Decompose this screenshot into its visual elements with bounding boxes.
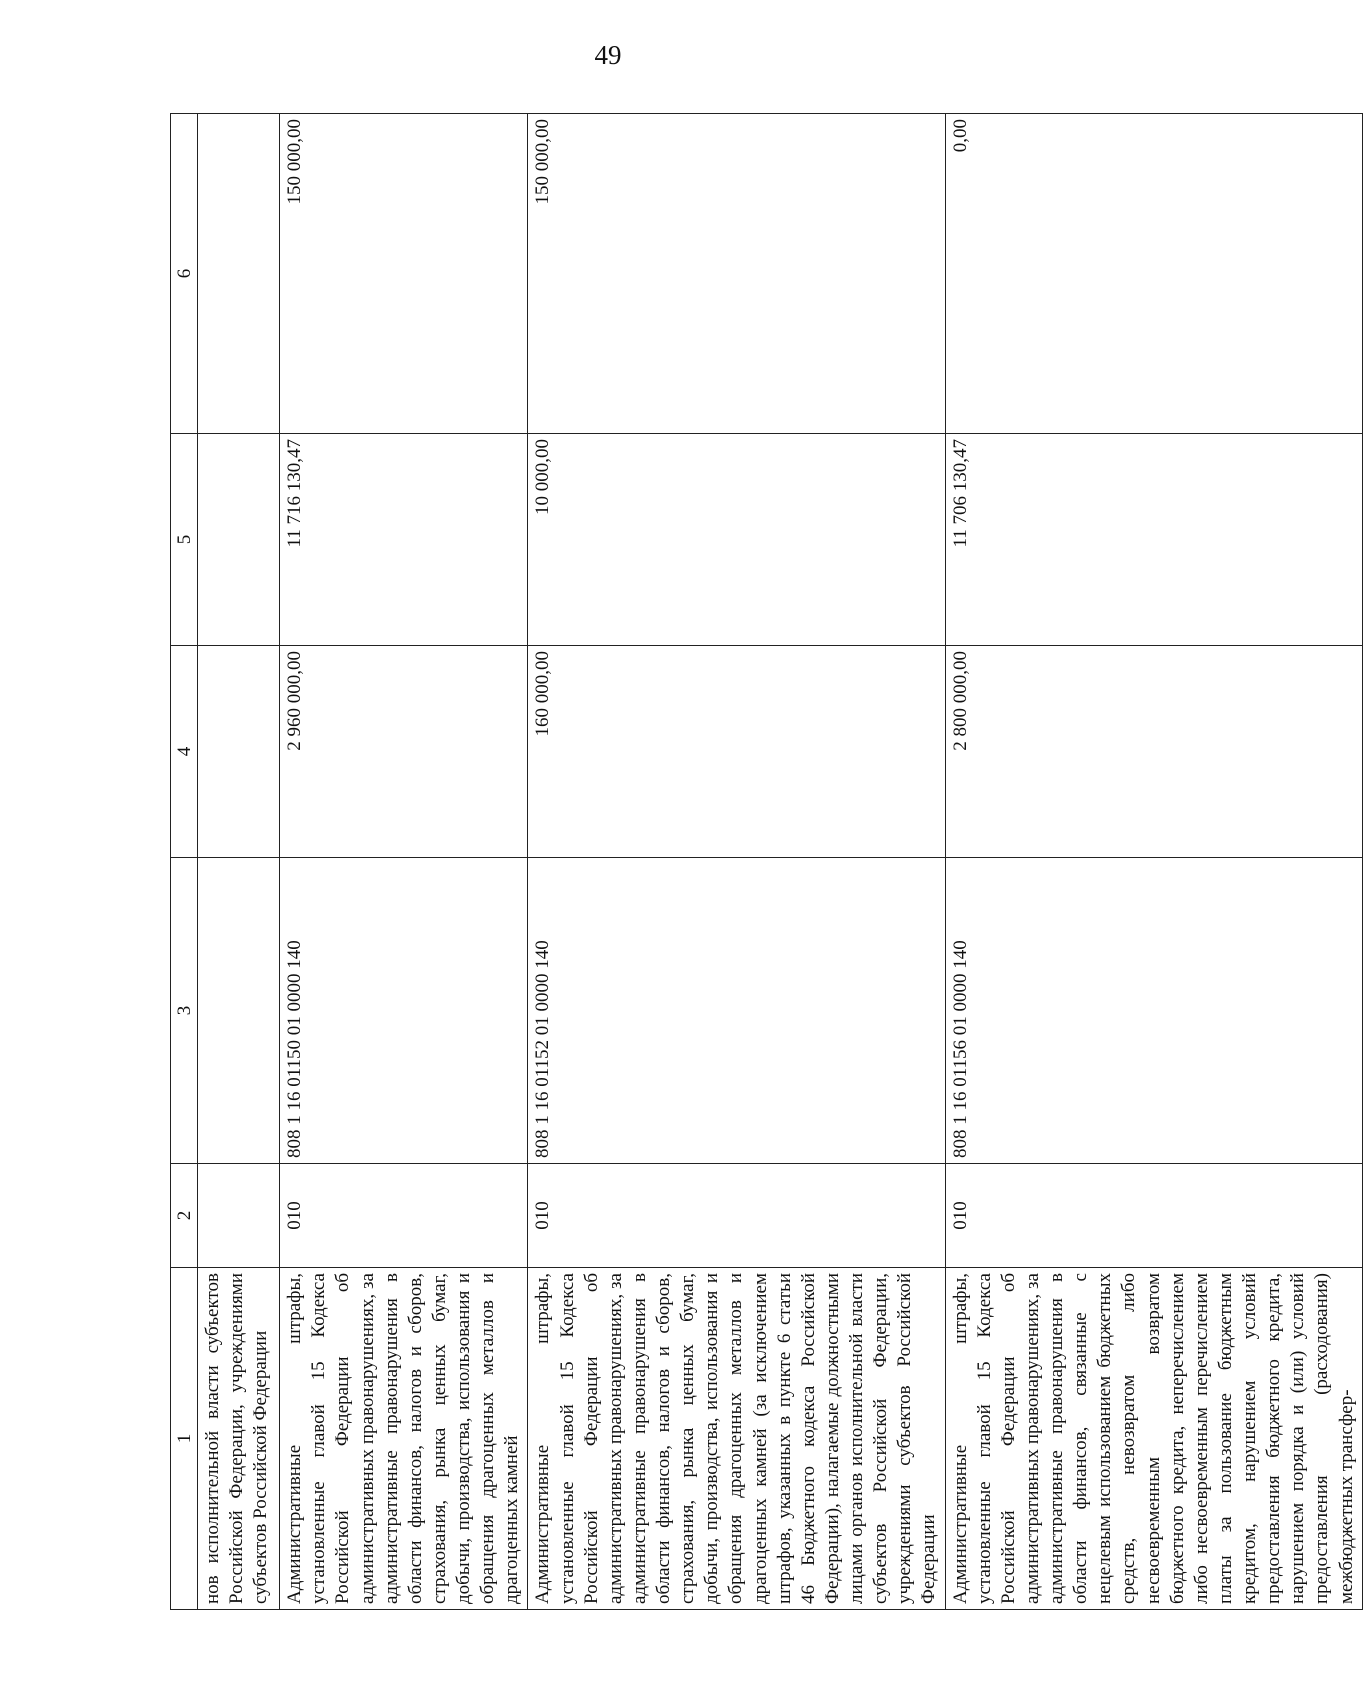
admin-code-cell [198, 1164, 280, 1268]
amount-cell: 10 000,00 [528, 434, 945, 646]
admin-code-cell: 010 [945, 1164, 1362, 1268]
amount-cell: 150 000,00 [280, 114, 528, 434]
description-cell: Административные штрафы, установленные главой 15 Кодекса Российской Федерации об административных правонарушениях, за административные правонарушения в области финансов, налогов и сборов, страхования, рынка ценных бумаг, добычи, производства, использования и обращения драгоценных металлов и драгоценных камней (за исключением штрафов, указанных в пункте 6 статьи 46 Бюджетного кодекса Российской Федерации), налагаемые должностными лицами органов исполнительной власти субъектов Российской Федерации, учреждениями субъектов Российской Федерации [528, 1268, 945, 1610]
revenue-table [170, 113, 1363, 1610]
table-row [280, 114, 528, 1610]
kbk-cell: 808 1 16 01150 01 0000 140 [280, 858, 528, 1164]
table-row [945, 114, 1362, 1610]
kbk-cell: 808 1 16 01156 01 0000 140 [945, 858, 1362, 1164]
amount-cell: 2 800 000,00 [945, 646, 1362, 858]
amount-cell: 11 706 130,47 [945, 434, 1362, 646]
admin-code-cell: 010 [280, 1164, 528, 1268]
table-row [528, 114, 945, 1610]
table-row [198, 114, 280, 1610]
amount-cell [198, 114, 280, 434]
kbk-cell [198, 858, 280, 1164]
header-cell: 1 [171, 1268, 198, 1610]
page-number: 49 [594, 40, 622, 70]
amount-cell: 0,00 [945, 114, 1362, 434]
amount-cell: 150 000,00 [528, 114, 945, 434]
description-cell: нов исполнительной власти субъектов Российской Федерации, учреждениями субъектов Российской Федерации [198, 1268, 280, 1610]
amount-cell: 2 960 000,00 [280, 646, 528, 858]
header-cell: 3 [171, 858, 198, 1164]
description-cell: Административные штрафы, установленные главой 15 Кодекса Российской Федерации об административных правонарушениях, за административные правонарушения в области финансов, связанные с нецелевым использованием бюджетных средств, невозвратом либо несвоевременным возвратом бюджетного кредита, неперечислением либо несвоевременным перечислением платы за пользование бюджетным кредитом, нарушением условий предоставления бюджетного кредита, нарушением порядка и (или) условий предоставления (расходования) межбюджетных трансфер- [945, 1268, 1362, 1610]
amount-cell: 160 000,00 [528, 646, 945, 858]
description-cell: Административные штрафы, установленные главой 15 Кодекса Российской Федерации об административных правонарушениях, за административные правонарушения в области финансов, налогов и сборов, страхования, рынка ценных бумаг, добычи, производства, использования и обращения драгоценных металлов и драгоценных камней [280, 1268, 528, 1610]
amount-cell: 11 716 130,47 [280, 434, 528, 646]
kbk-cell: 808 1 16 01152 01 0000 140 [528, 858, 945, 1164]
amount-cell [198, 434, 280, 646]
header-cell: 4 [171, 646, 198, 858]
table-header-row [171, 114, 198, 1610]
amount-cell [198, 646, 280, 858]
header-cell: 6 [171, 114, 198, 434]
admin-code-cell: 010 [528, 1164, 945, 1268]
rotated-table-wrapper [170, 114, 1357, 1610]
header-cell: 2 [171, 1164, 198, 1268]
header-cell: 5 [171, 434, 198, 646]
